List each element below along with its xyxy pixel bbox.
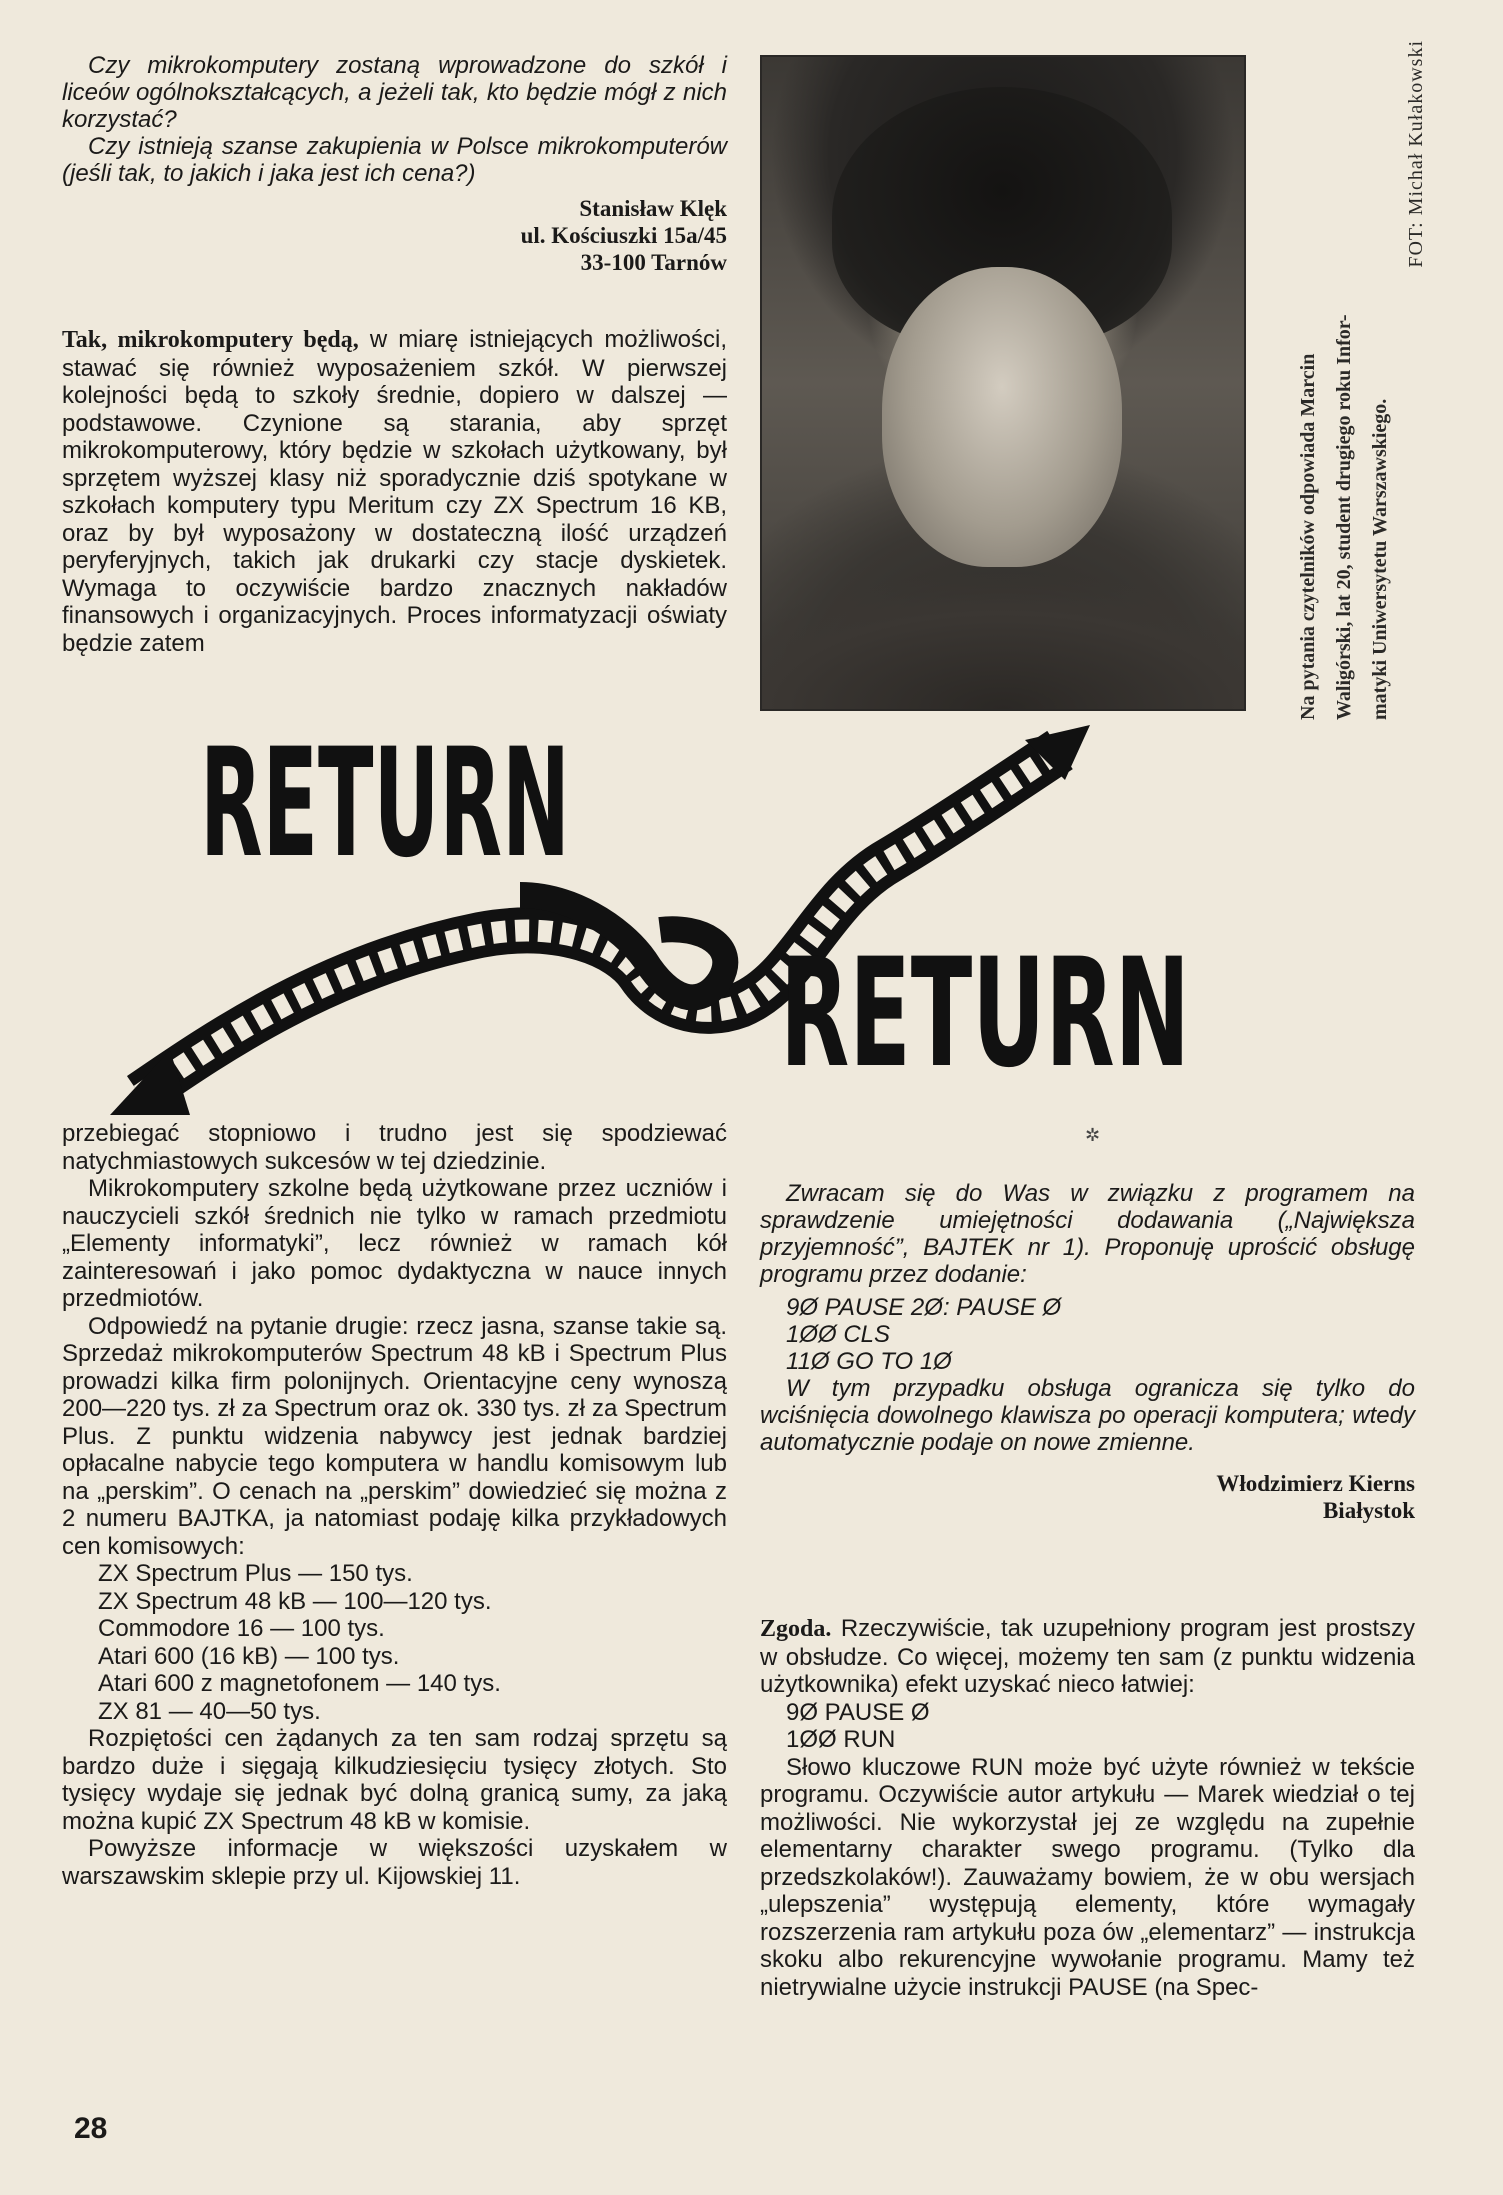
caption-line: Waligórski, lat 20, student drugiego roku Infor-	[1333, 314, 1355, 720]
price-item: ZX 81 — 40—50 tys.	[98, 1697, 321, 1725]
author-street: ul. Kościuszki 15a/45	[520, 223, 727, 248]
letter-signature	[760, 1470, 1415, 1524]
author-name: Włodzimierz Kierns	[1216, 1471, 1415, 1496]
reply	[760, 1615, 1415, 2001]
question-text	[62, 52, 727, 187]
reply-lead: Zgoda.	[760, 1616, 832, 1642]
letter-paragraph: W tym przypadku obsługa ogranicza się tylko do wciśnięcia dowolnego klawisza po operacji komputera; wtedy automatycznie podaje on nowe zmienne.	[760, 1375, 1415, 1456]
question-paragraph: Czy mikrokomputery zostaną wprowadzone do szkół i liceów ogólnokształcących, a jeżeli tak, kto będzie mógł z nich korzystać?	[62, 52, 727, 133]
second-letter	[760, 1180, 1415, 1524]
caption-rotated	[1290, 40, 1427, 720]
author-name: Stanisław Klęk	[579, 196, 727, 221]
answer-paragraph: Odpowiedź na pytanie drugie: rzecz jasna, szanse takie są. Sprzedaż mikrokomputerów Spectrum 48 kB i Spectrum Plus prowadzi kilka firm polonijnych. Orientacyjne ceny wynoszą 200—220 tys. zł za Spectrum oraz ok. 330 tys. zł za Spectrum Plus. Z punktu widzenia nabywcy jest jednak bardziej opłacalne nabycie tego komputera w handlu komisowym lub na „perskim”. O cenach na „perskim” dowiedzieć się można z 2 numeru BAJTKA, ja natomiast podaję kilka przykładowych cen komisowych:	[62, 1312, 727, 1560]
page-number: 28	[74, 2112, 108, 2145]
price-item: Atari 600 z magnetofonem — 140 tys.	[98, 1670, 501, 1697]
caption-line: Na pytania czytelników odpowiada Marcin	[1297, 353, 1319, 720]
reply-text: Rzeczywiście, tak uzupełniony program jest prostszy w obsłudze. Co więcej, możemy ten sam (z punktu widzenia użytkownika) efekt uzyskać nieco łatwiej:	[760, 1615, 1415, 1698]
reply-paragraph	[760, 1615, 1415, 1699]
photo-face	[882, 267, 1122, 567]
separator-star: ✲	[1085, 1125, 1101, 1145]
question-signature	[62, 195, 727, 276]
answer-paragraph: Mikrokomputery szkolne będą użytkowane przez uczniów i nauczycieli szkół średnich nie tylko w ramach przedmiotu „Elementy informatyki”, lecz również w ramach kół zainteresowań i jako pomoc dydaktyczna w nauce innych przedmiotów.	[62, 1175, 727, 1312]
price-item: Atari 600 (16 kB) — 100 tys.	[98, 1642, 400, 1670]
photo-caption	[1290, 40, 1427, 720]
answer-lower	[62, 1120, 727, 1890]
question-paragraph: Czy istnieją szanse zakupienia w Polsce mikrokomputerów (jeśli tak, to jakich i jaka jest ich cena?)	[62, 133, 727, 187]
code-line: 11Ø GO TO 1Ø	[786, 1348, 952, 1375]
price-item: ZX Spectrum 48 kB — 100—120 tys.	[98, 1587, 492, 1615]
letter-paragraph: Zwracam się do Was w związku z programem na sprawdzenie umiejętności dodawania („Największa przyjemność”, BAJTEK nr 1). Proponuję uprościć obsługę programu przez dodanie:	[760, 1180, 1415, 1288]
code-line: 1ØØ RUN	[786, 1726, 896, 1753]
answer-paragraph: Rozpiętości cen żądanych za ten sam rodzaj sprzętu są bardzo duże i sięgają kilkudziesięciu tysięcy złotych. Sto tysięcy wydaje się jednak być dolną granicą sumy, za jaką można kupić ZX Spectrum 48 kB w komisie.	[62, 1725, 727, 1835]
photo-credit: FOT: Michał Kułakowski	[1405, 40, 1427, 268]
return-logo-art	[100, 720, 1410, 1120]
return-word-top: RETURN	[200, 720, 570, 891]
price-list	[62, 1560, 727, 1725]
author-city: Białystok	[1322, 1498, 1415, 1523]
reader-question	[62, 52, 727, 276]
caption-line: matyki Uniwersytetu Warszawskiego.	[1369, 398, 1391, 720]
code-line: 9Ø PAUSE Ø	[786, 1698, 930, 1726]
portrait-photo	[760, 55, 1246, 711]
answer-text: w miarę istniejących możliwości, stawać się również wyposażeniem szkół. W pierwszej kolejności będą to szkoły średnie, dopiero w dalszej — podstawowe. Czynione są starania, aby sprzęt mikrokomputerowy, który będzie w szkołach użytkowany, był sprzętem wyższej klasy niż sporadycznie dziś spotykane w szkołach komputery typu Meritum czy ZX Spectrum 16 KB, oraz by był wyposażony w dostateczną ilość urządzeń peryferyjnych, takich jak drukarki czy stacje dyskietek. Wymaga to oczywiście bardzo znacznych nakładów finansowych i organizacyjnych. Proces informatyzacji oświaty będzie zatem	[62, 326, 727, 657]
answer-lead: Tak, mikrokomputery będą,	[62, 327, 359, 353]
answer-upper	[62, 326, 727, 657]
letter-code	[786, 1294, 1415, 1375]
answer-paragraph	[62, 326, 727, 657]
price-item: Commodore 16 — 100 tys.	[98, 1615, 385, 1642]
photo-shoulders	[762, 557, 1244, 709]
author-city: 33-100 Tarnów	[580, 250, 727, 275]
reply-paragraph: Słowo kluczowe RUN może być użyte również w tekście programu. Oczywiście autor artykułu — Marek wiedział o tej możliwości. Nie wykorzystał jej ze względu na zupełnie elementarny charakter swego programu. (Tylko dla przedszkolaków!). Zauważamy bowiem, że w obu wersjach „ulepszenia” występują elementy, które wymagały rozszerzenia ram artykułu poza ów „elementarz” — instrukcja skoku albo rekurencyjne wywołanie programu. Mamy też nietrywialne użycie instrukcji PAUSE (na Spec-	[760, 1753, 1415, 2001]
reply-code	[786, 1699, 1415, 1754]
code-line: 9Ø PAUSE 2Ø: PAUSE Ø	[786, 1294, 1062, 1321]
answer-paragraph: przebiegać stopniowo i trudno jest się spodziewać natychmiastowych sukcesów w tej dziedzinie.	[62, 1120, 727, 1175]
letter-text	[760, 1180, 1415, 1456]
price-item: ZX Spectrum Plus — 150 tys.	[98, 1560, 413, 1587]
answer-paragraph: Powyższe informacje w większości uzyskałem w warszawskim sklepie przy ul. Kijowskiej 11.	[62, 1835, 727, 1890]
return-word-bottom: RETURN	[780, 927, 1190, 1101]
code-line: 1ØØ CLS	[786, 1321, 891, 1348]
